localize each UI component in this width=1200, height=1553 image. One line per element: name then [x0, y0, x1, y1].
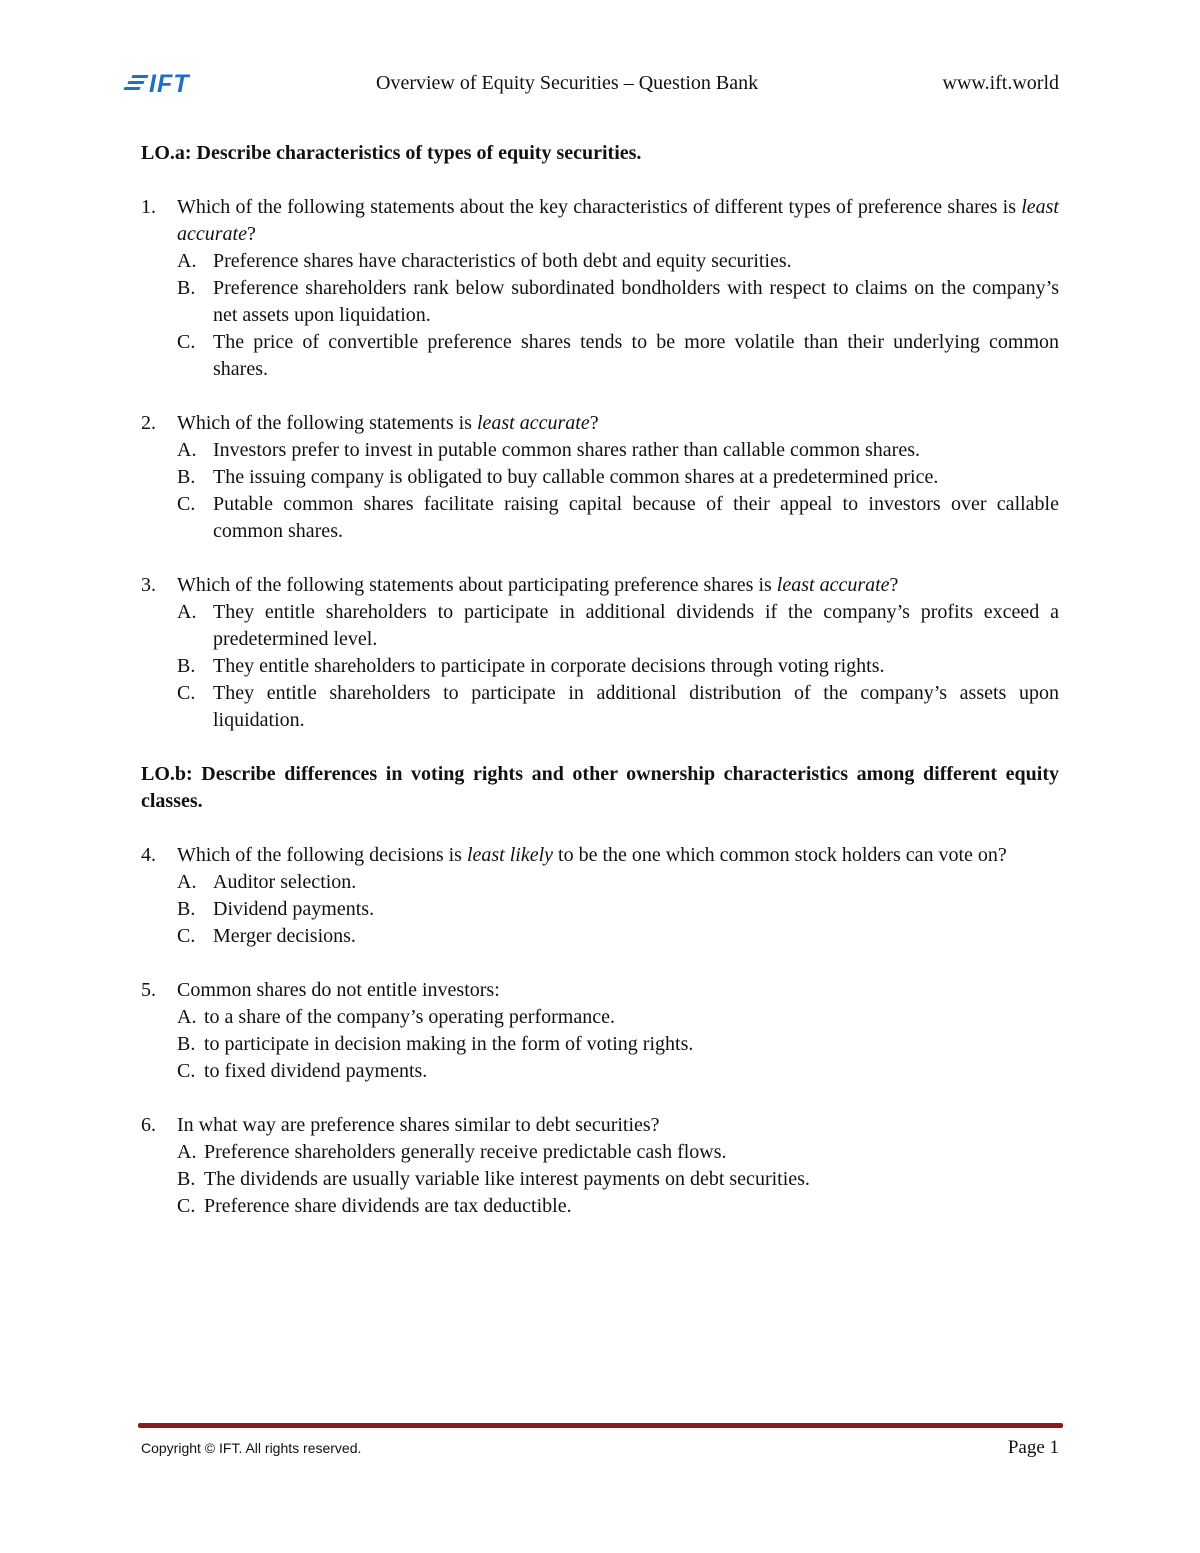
answer-option: B. The issuing company is obligated to buy callable common shares at a predetermined price.	[177, 466, 939, 488]
document-title: Overview of Equity Securities – Question Bank	[376, 72, 759, 94]
ift-logo	[124, 70, 190, 99]
question-number: 6.	[141, 1114, 156, 1136]
answer-option: B. The dividends are usually variable like interest payments on debt securities.	[177, 1168, 810, 1190]
answer-options	[177, 1004, 1059, 1085]
answer-option: A. Auditor selection.	[177, 871, 357, 893]
answer-option: C. The price of convertible preference shares tends to be more volatile than their underlying common shares.	[177, 331, 1059, 380]
question-text: Which of the following statements about participating preference shares is least accurate?	[177, 574, 899, 596]
question-number: 5.	[141, 979, 156, 1001]
website-url: www.ift.world	[942, 72, 1059, 94]
question-text: Which of the following statements is least accurate?	[177, 412, 599, 434]
section-heading-lo-b: LO.b: Describe differences in voting rights and other ownership characteristics among different equity classes.	[141, 763, 1059, 812]
question-3	[141, 572, 1059, 734]
question-2	[141, 410, 1059, 545]
question-number: 4.	[141, 844, 156, 866]
question-text: Which of the following statements about the key characteristics of different types of preference shares is least accurate?	[177, 196, 1059, 245]
answer-option: A. Investors prefer to invest in putable common shares rather than callable common shares.	[177, 439, 920, 461]
section-heading-lo-a: LO.a: Describe characteristics of types of equity securities.	[141, 142, 642, 164]
footer-divider	[138, 1423, 1063, 1428]
answer-options	[177, 599, 1059, 734]
answer-option: B. to participate in decision making in the form of voting rights.	[177, 1033, 694, 1055]
answer-options	[177, 1139, 1059, 1220]
page-number: Page 1	[1007, 1437, 1059, 1458]
question-text: In what way are preference shares similar to debt securities?	[177, 1114, 660, 1136]
page-header	[0, 0, 1200, 120]
question-1	[141, 194, 1059, 383]
question-number: 2.	[141, 412, 156, 434]
answer-options	[177, 869, 1059, 950]
answer-option: A. Preference shares have characteristics of both debt and equity securities.	[177, 250, 792, 272]
logo-bars-icon	[124, 75, 148, 91]
question-6	[141, 1112, 1059, 1220]
answer-option: B. Preference shareholders rank below subordinated bondholders with respect to claims on the company’s net assets upon liquidation.	[177, 277, 1059, 326]
answer-option: C. to fixed dividend payments.	[177, 1060, 428, 1082]
answer-option: B. They entitle shareholders to participate in corporate decisions through voting rights.	[177, 655, 885, 677]
answer-options	[177, 437, 1059, 545]
question-number: 1.	[141, 196, 156, 218]
question-text: Which of the following decisions is least likely to be the one which common stock holders can vote on?	[177, 844, 1007, 866]
answer-option: C. Merger decisions.	[177, 925, 356, 947]
answer-option: C. Putable common shares facilitate raising capital because of their appeal to investors over callable common shares.	[177, 493, 1059, 542]
answer-option: C. Preference share dividends are tax deductible.	[177, 1195, 572, 1217]
answer-option: A. They entitle shareholders to participate in additional dividends if the company’s profits exceed a predetermined level.	[177, 601, 1059, 650]
copyright-notice: Copyright © IFT. All rights reserved.	[141, 1440, 362, 1456]
question-5	[141, 977, 1059, 1085]
question-text: Common shares do not entitle investors:	[177, 979, 500, 1001]
answer-option: B. Dividend payments.	[177, 898, 375, 920]
document-body	[141, 140, 1059, 1220]
answer-options	[177, 248, 1059, 383]
answer-option: A. Preference shareholders generally receive predictable cash flows.	[177, 1141, 727, 1163]
logo-text: IFT	[149, 70, 190, 98]
question-4	[141, 842, 1059, 950]
answer-option: C. They entitle shareholders to participate in additional distribution of the company’s assets upon liquidation.	[177, 682, 1059, 731]
answer-option: A. to a share of the company’s operating performance.	[177, 1006, 615, 1028]
question-number: 3.	[141, 574, 156, 596]
